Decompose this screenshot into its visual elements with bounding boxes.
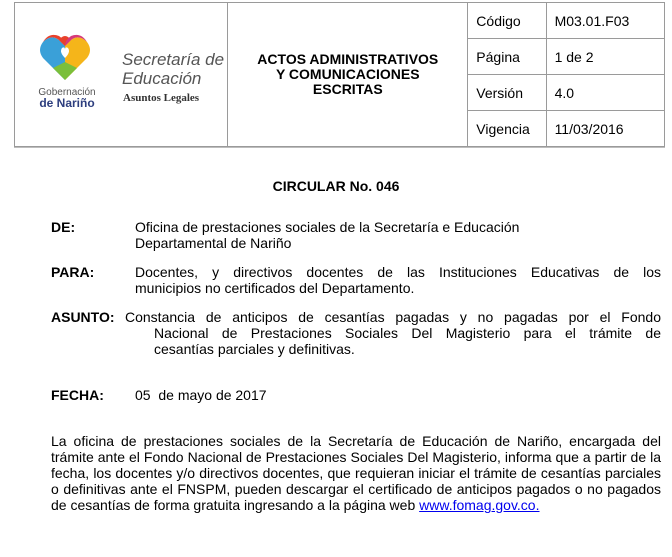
asunto-label: ASUNTO:: [51, 309, 115, 325]
para-text: [135, 264, 661, 296]
secretaria-line1: Secretaría de: [122, 50, 225, 69]
meta-label-pagina: Página: [468, 39, 546, 75]
de-label: DE:: [51, 219, 76, 235]
para-label: PARA:: [51, 264, 95, 280]
logo-caption-line2: de Nariño: [39, 96, 95, 110]
title-line1: ACTOS ADMINISTRATIVOS: [257, 51, 439, 67]
header-divider: [14, 147, 665, 148]
meta-value-version: 4.0: [546, 75, 664, 111]
document-title: [228, 3, 468, 147]
asunto-line1: Constancia de anticipos de cesantías pagadas y no pagadas por el Fondo: [125, 309, 661, 325]
title-line2: Y COMUNICACIONES: [275, 66, 420, 82]
asunto-text-cont: [154, 325, 661, 357]
meta-value-codigo: M03.01.F03: [546, 3, 664, 39]
para-line2: municipios no certificados del Departamento.: [135, 280, 415, 296]
meta-label-version: Versión: [468, 75, 546, 111]
asunto-line2: Nacional de Prestaciones Sociales Del Magisterio para el trámite de: [154, 325, 661, 341]
document-header: [14, 2, 665, 147]
de-line2: Departamental de Nariño: [135, 235, 292, 251]
para-line1: Docentes, y directivos docentes de las Instituciones Educativas de los: [135, 264, 661, 280]
secretaria-name: [122, 50, 224, 88]
de-text: [135, 219, 665, 251]
secretaria-line2: Educación: [122, 69, 202, 88]
asunto-text: [125, 309, 661, 325]
title-line3: ESCRITAS: [312, 81, 383, 97]
logo-caption-line1: Gobernación: [38, 87, 96, 98]
body-text: La oficina de prestaciones sociales de la Secretaría de Educación de Nariño, encargada del trámite ante el Fondo Nacional de Prestaciones Sociales Del Magisterio, informa que a partir de la fecha, los docentes y/o directivos docentes, que requieran iniciar el trámite de cesantías parciales o definitivas ante el FNSPM, pueden descargar el certificado de anticipos pagados o no pagados de cesantías de forma gratuita ingresando a la página web: [51, 433, 661, 513]
fomag-link[interactable]: www.fomag.gov.co.: [419, 497, 540, 513]
circular-number: CIRCULAR No. 046: [272, 178, 400, 194]
fecha-value: 05 de mayo de 2017: [135, 387, 267, 403]
gobernacion-caption: [29, 87, 105, 110]
asuntos-legales: Asuntos Legales: [123, 92, 200, 104]
gobernacion-heart-logo-icon: [35, 28, 95, 88]
fecha-label: FECHA:: [51, 387, 104, 403]
meta-value-pagina: 1 de 2: [546, 39, 664, 75]
meta-label-codigo: Código: [468, 3, 546, 39]
asunto-line3: cesantías parciales y definitivas.: [154, 341, 355, 357]
meta-label-vigencia: Vigencia: [468, 111, 546, 147]
body-paragraph: [51, 433, 661, 513]
meta-value-vigencia: 11/03/2016: [546, 111, 664, 147]
de-line1: Oficina de prestaciones sociales de la Secretaría e Educación: [135, 219, 520, 235]
logo-cell: [15, 3, 228, 147]
